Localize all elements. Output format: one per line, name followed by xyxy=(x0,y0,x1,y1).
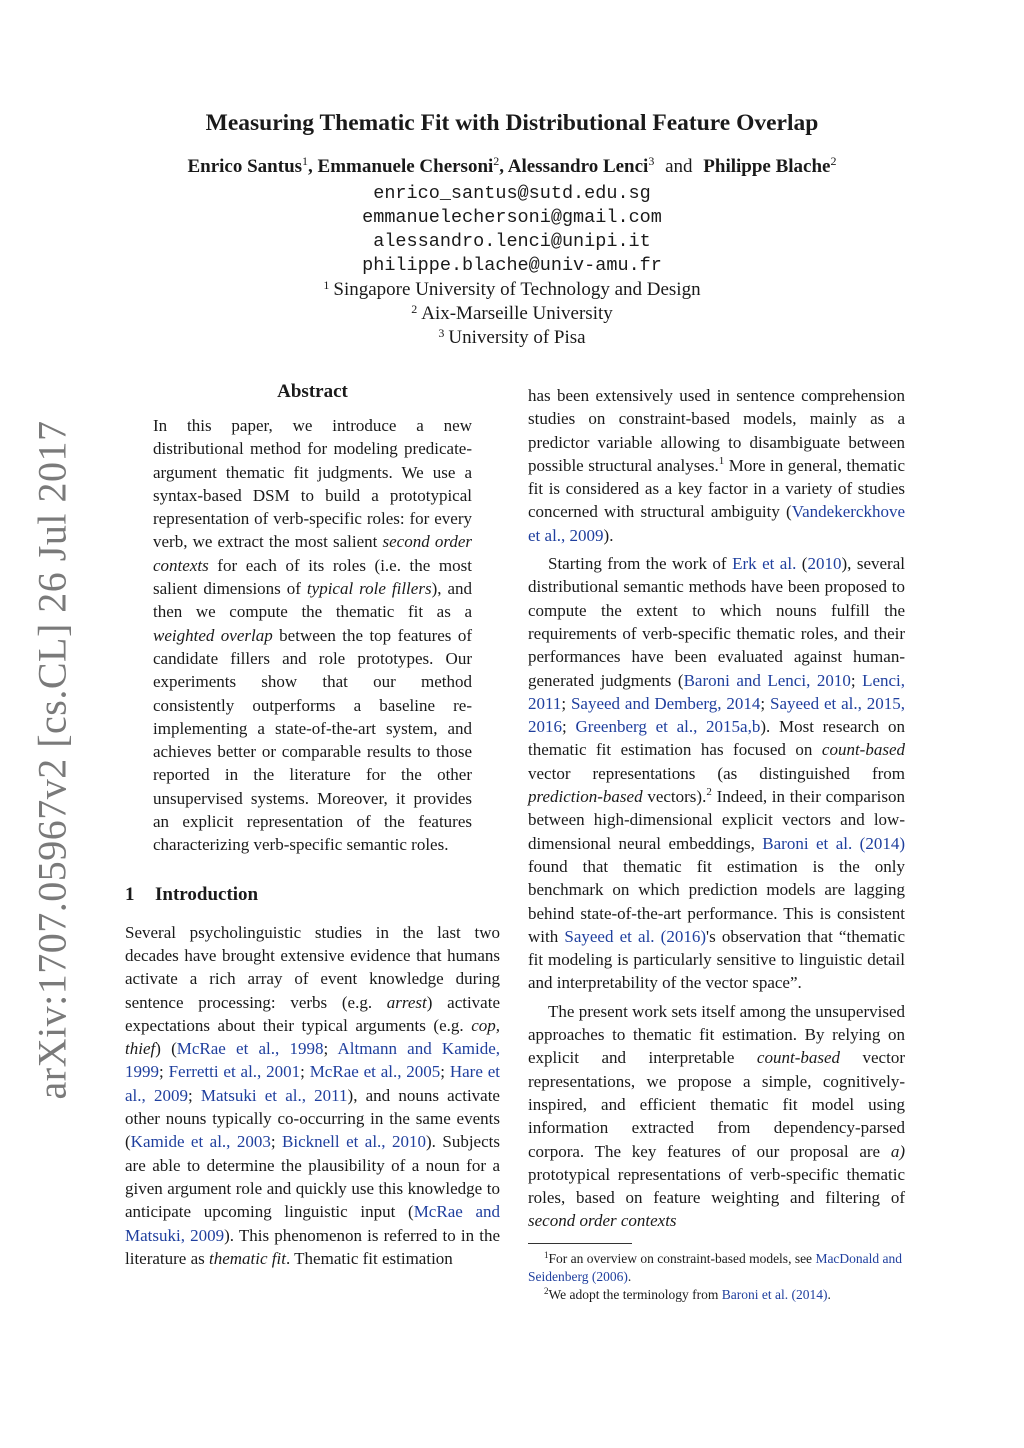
citation-separator: ; xyxy=(760,693,770,713)
body-text: prototypical representations of verb-specific thematic roles, based on feature weighting and filtering of xyxy=(528,1164,905,1208)
citation-link[interactable]: Sayeed and Demberg, 2014 xyxy=(570,693,761,713)
body-text: vector representations (as distinguished from xyxy=(528,763,905,783)
section-number: 1 xyxy=(125,883,135,905)
body-text: ). Subjects are able to determine the plausibility of a noun for a given argument role and quickly use this knowledge to anticipate upcoming linguistic input ( xyxy=(125,1132,500,1222)
citation-separator: ; xyxy=(159,1062,169,1082)
section-title: Introduction xyxy=(155,883,259,905)
author-affil-mark: 2 xyxy=(830,154,837,168)
email-address: alessandro.lenci@unipi.it xyxy=(373,231,651,252)
paper-title: Measuring Thematic Fit with Distributional Feature Overlap xyxy=(205,110,819,136)
affiliation-num: 1 xyxy=(323,278,330,292)
body-text: Several psycholinguistic studies in the last two decades have brought extensive evidence that humans activate a rich array of event knowledge during sentence processing: verbs (e.g. xyxy=(125,922,500,1012)
author-affil-mark: 2 xyxy=(493,154,500,168)
citation-link[interactable]: Altmann and Kamide, 1999 xyxy=(125,1039,500,1082)
footnote xyxy=(528,1286,905,1304)
citation-separator: ; xyxy=(323,1039,338,1059)
citation-separator: ; xyxy=(440,1062,450,1082)
citation-link[interactable]: Matsuki et al., 2011 xyxy=(200,1085,348,1105)
body-paragraph xyxy=(528,1000,905,1233)
citation-separator: ; xyxy=(270,1132,283,1152)
citation-link[interactable]: Sayeed et al. (2016) xyxy=(564,926,707,946)
affiliation-name: Aix-Marseille University xyxy=(421,303,613,324)
citation-link[interactable]: 2010 xyxy=(807,554,842,574)
abstract-text: ), and then we compute the thematic fit as a xyxy=(153,579,472,622)
body-text: More in general, thematic fit is considered as a key factor in a variety of studies concerned with structural ambiguity ( xyxy=(528,455,905,522)
author-name: Emmanuele Chersoni xyxy=(317,156,494,177)
email-address: enrico_santus@sutd.edu.sg xyxy=(373,183,651,204)
body-text: ) ( xyxy=(155,1039,177,1059)
body-emphasis: cop, thief xyxy=(125,1015,500,1059)
right-column xyxy=(528,384,905,1304)
author-separator: , xyxy=(308,156,318,177)
citation-link[interactable]: Erk et al. xyxy=(732,554,797,574)
body-text: ). Most research on thematic fit estimation has focused on xyxy=(528,717,905,760)
citation-separator: ; xyxy=(561,693,571,713)
author-emails xyxy=(0,182,1024,278)
arxiv-stamp-text: arXiv:1707.05967v2 [cs.CL] 26 Jul 2017 xyxy=(29,420,75,1100)
citation-link[interactable]: Kamide et al., 2003 xyxy=(130,1132,271,1152)
citation-link[interactable]: Bicknell et al., 2010 xyxy=(282,1132,427,1152)
citation-link[interactable]: Baroni et al. (2014) xyxy=(762,833,905,853)
body-text: ), several distributional semantic methods have been proposed to compute the extent to which nouns fulfill the requirements of verb-specific thematic roles, and their performances have been evaluated against human-generated judgments ( xyxy=(528,554,905,690)
author-list xyxy=(0,156,1024,178)
citation-separator: ; xyxy=(850,670,863,690)
citation-link[interactable]: McRae et al., 2005 xyxy=(309,1062,441,1082)
citation-link[interactable]: Greenberg et al., 2015a,b xyxy=(575,717,761,737)
affiliation xyxy=(0,278,1024,302)
footnote-ref[interactable]: 1 xyxy=(718,454,725,467)
citation-link[interactable]: Ferretti et al., 2001 xyxy=(168,1062,301,1082)
body-text: ), and nouns activate other nouns typically co-occurring in the same events ( xyxy=(125,1085,500,1152)
body-text: vector representations, we propose a simple, cognitively-inspired, and efficient thematic fit model using information extracted from dependency-parsed corpora. The key features of our proposal are xyxy=(528,1048,905,1161)
citation-separator: ; xyxy=(300,1062,310,1082)
email-address: emmanuelechersoni@gmail.com xyxy=(362,207,662,228)
citation-link[interactable]: Vandekerckhove et al., 2009 xyxy=(528,502,905,545)
abstract-emphasis: weighted overlap xyxy=(153,625,273,645)
body-text: ). xyxy=(603,525,614,545)
author-separator: , xyxy=(499,156,508,177)
body-paragraph xyxy=(528,552,905,995)
body-emphasis: a) xyxy=(890,1141,905,1161)
citation-link[interactable]: Baroni and Lenci, 2010 xyxy=(683,670,851,690)
body-text: Starting from the work of xyxy=(548,554,733,574)
body-emphasis: prediction-based xyxy=(528,787,643,807)
abstract-text: between the top features of candidate fillers and role prototypes. Our experiments show that our method consistently outperforms a baseline re-implementing a state-of-the-art system, and achieves better or comparable results to those reported in the literature for the other unsupervised systems. Moreover, it provides an explicit representation of the features characterizing verb-specific semantic roles. xyxy=(153,625,472,855)
abstract-emphasis: typical role fillers xyxy=(306,579,432,599)
body-emphasis: count-based xyxy=(756,1048,841,1068)
footnote-num: 2 xyxy=(544,1285,549,1296)
body-text: 's observation that “thematic fit modeling is particularly sensitive to linguistic detail and interpretability of the vector space”. xyxy=(528,926,906,993)
footnote-text: . xyxy=(827,1286,831,1302)
footnote-text: We adopt the terminology from xyxy=(548,1286,722,1302)
body-text: found that thematic fit estimation is the only benchmark on which prediction models are lagging behind state-of-the-art performance. This is consistent with xyxy=(528,856,905,946)
affiliation-num: 3 xyxy=(438,326,445,340)
footnote-rule xyxy=(528,1243,632,1244)
author-and: and xyxy=(665,156,693,177)
intro-paragraph xyxy=(125,921,500,1270)
author-name: Philippe Blache xyxy=(703,156,831,177)
abstract-emphasis: second order contexts xyxy=(153,532,472,575)
body-emphasis: thematic fit xyxy=(209,1248,286,1268)
abstract-body xyxy=(153,414,472,857)
body-text: has been extensively used in sentence comprehension studies on constraint-based models, mainly as a predictor variable allowing to disambiguate between possible structural analyses. xyxy=(528,386,905,475)
affiliation-name: Singapore University of Technology and Design xyxy=(333,279,701,300)
citation-separator: ; xyxy=(187,1085,201,1105)
affiliations xyxy=(0,278,1024,350)
abstract-text: for each of its roles (i.e. the most salient dimensions of xyxy=(153,555,472,599)
left-column xyxy=(125,380,500,1270)
body-text: ). This phenomenon is referred to in the literature as xyxy=(125,1225,500,1268)
affiliation xyxy=(0,302,1024,326)
author-affil-mark: 1 xyxy=(302,154,309,168)
body-text: The present work sets itself among the unsupervised approaches to thematic fit estimation. By relying on explicit and interpretable xyxy=(528,1001,905,1068)
email-address: philippe.blache@univ-amu.fr xyxy=(362,255,662,276)
citation-separator: ; xyxy=(562,717,576,737)
body-text: vectors). xyxy=(642,787,707,807)
author-name: Alessandro Lenci xyxy=(507,156,649,177)
body-emphasis: second order contexts xyxy=(528,1211,677,1231)
footnote-text: For an overview on constraint-based models, see xyxy=(548,1250,816,1266)
body-text: Indeed, in their comparison between high-dimensional explicit vectors and low-dimensional neural embeddings, xyxy=(528,787,905,853)
body-text: ) activate expectations about their typical arguments (e.g. xyxy=(125,992,500,1035)
affiliation xyxy=(0,326,1024,350)
citation-link[interactable]: Hare et al., 2009 xyxy=(125,1062,500,1105)
body-text: ( xyxy=(796,554,808,574)
citation-link[interactable]: McRae et al., 1998 xyxy=(176,1039,324,1059)
citation-link[interactable]: McRae and Matsuki, 2009 xyxy=(125,1202,501,1245)
footnote-text: . xyxy=(627,1268,632,1284)
section-heading-introduction xyxy=(125,883,500,907)
author-affil-mark: 3 xyxy=(648,154,655,168)
affiliation-name: University of Pisa xyxy=(448,327,586,348)
affiliation-num: 2 xyxy=(411,302,418,316)
body-emphasis: count-based xyxy=(821,740,905,760)
citation-link[interactable]: Sayeed et al., 2015, 2016 xyxy=(528,693,905,737)
footnote-num: 1 xyxy=(544,1249,549,1260)
citation-link[interactable]: Baroni et al. (2014) xyxy=(721,1286,828,1302)
arxiv-stamp xyxy=(22,420,82,1100)
body-emphasis: arrest xyxy=(386,992,427,1012)
body-text: . Thematic fit estimation xyxy=(285,1248,453,1268)
footnote-ref[interactable]: 2 xyxy=(706,786,712,799)
citation-link[interactable]: Lenci, 2011 xyxy=(528,670,906,713)
abstract-text: In this paper, we introduce a new distributional method for modeling predicate-argument thematic fit judgments. We use a syntax-based DSM to build a prototypical representation of verb-specific roles: for every verb, we extract the most salient xyxy=(153,416,472,552)
footnote xyxy=(528,1250,905,1286)
abstract-heading: Abstract xyxy=(277,381,348,402)
author-name: Enrico Santus xyxy=(187,156,303,177)
citation-link[interactable]: MacDonald and Seidenberg (2006) xyxy=(528,1250,903,1284)
body-paragraph xyxy=(528,384,905,547)
